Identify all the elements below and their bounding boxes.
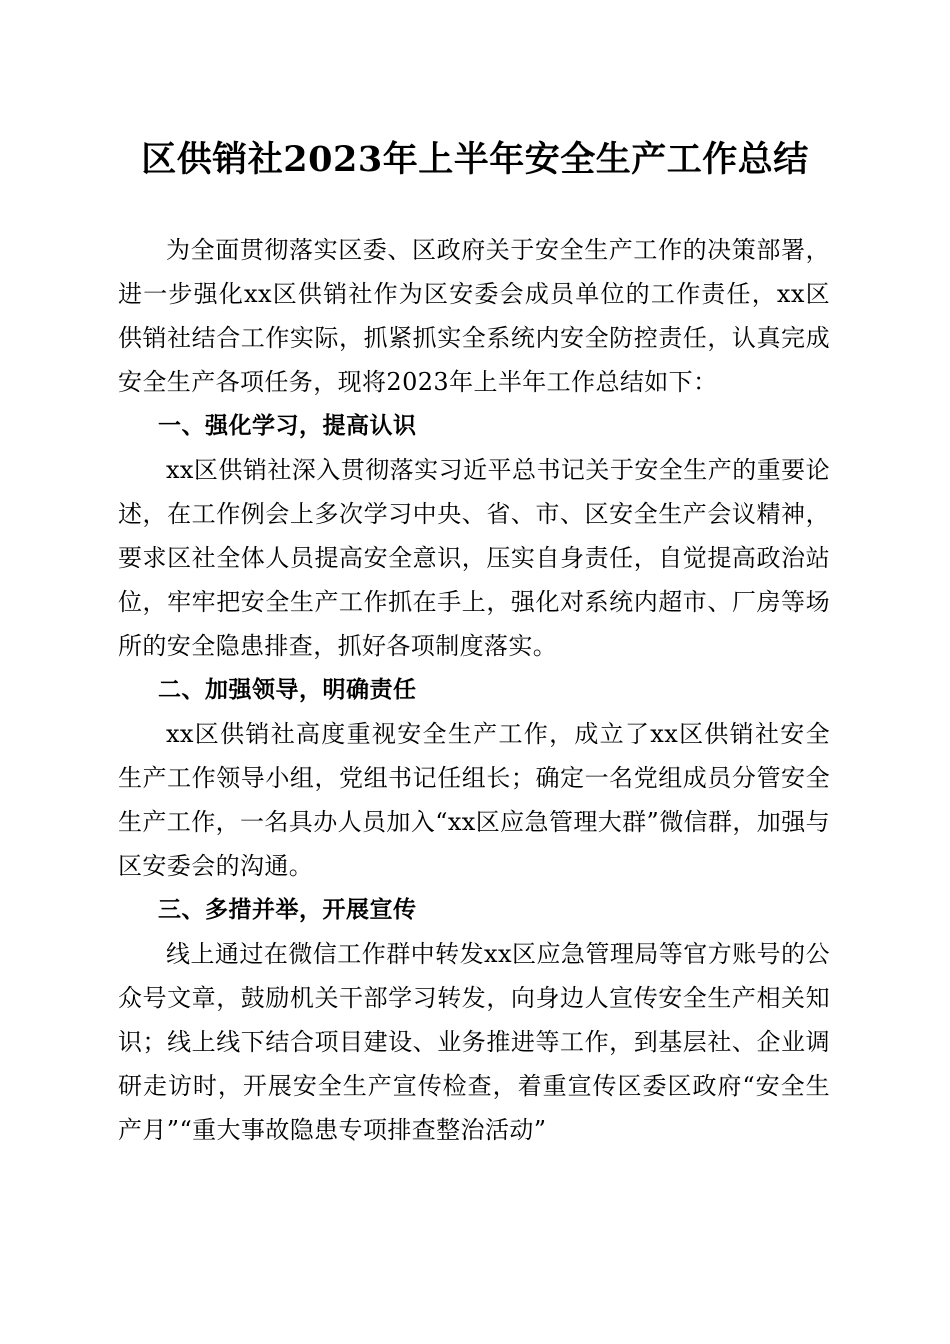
intro-paragraph: 为全面贯彻落实区委、区政府关于安全生产工作的决策部署，进一步强化xx区供销社作为区安委会成员单位的工作责任，xx区供销社结合工作实际，抓紧抓实全系统内安全防控责任，认真完成安全生产各项任务，现将2023年上半年工作总结如下： — [118, 236, 830, 396]
section-paragraph-3: 线上通过在微信工作群中转发xx区应急管理局等官方账号的公众号文章，鼓励机关干部学习转发，向身边人宣传安全生产相关知识；线上线下结合项目建设、业务推进等工作，到基层社、企业调研走访时，开展安全生产宣传检查，着重宣传区委区政府“安全生产月”“重大事故隐患专项排查整治活动” — [118, 940, 830, 1144]
section-heading-3: 三、多措并举，开展宣传 — [158, 897, 417, 923]
document-body — [118, 228, 830, 1152]
section-paragraph-2: xx区供销社高度重视安全生产工作，成立了xx区供销社安全生产工作领导小组，党组书记任组长；确定一名党组成员分管安全生产工作，一名具办人员加入“xx区应急管理大群”微信群，加强与区安委会的沟通。 — [118, 720, 831, 880]
section-paragraph-1: xx区供销社深入贯彻落实习近平总书记关于安全生产的重要论述，在工作例会上多次学习中央、省、市、区安全生产会议精神，要求区社全体人员提高安全意识，压实自身责任，自觉提高政治站位，牢牢把安全生产工作抓在手上，强化对系统内超市、厂房等场所的安全隐患排查，抓好各项制度落实。 — [118, 456, 830, 660]
section-heading-1: 一、强化学习，提高认识 — [158, 413, 417, 439]
document-title: 区供销社2023年上半年安全生产工作总结 — [141, 139, 809, 180]
section-heading-2: 二、加强领导，明确责任 — [158, 677, 417, 703]
